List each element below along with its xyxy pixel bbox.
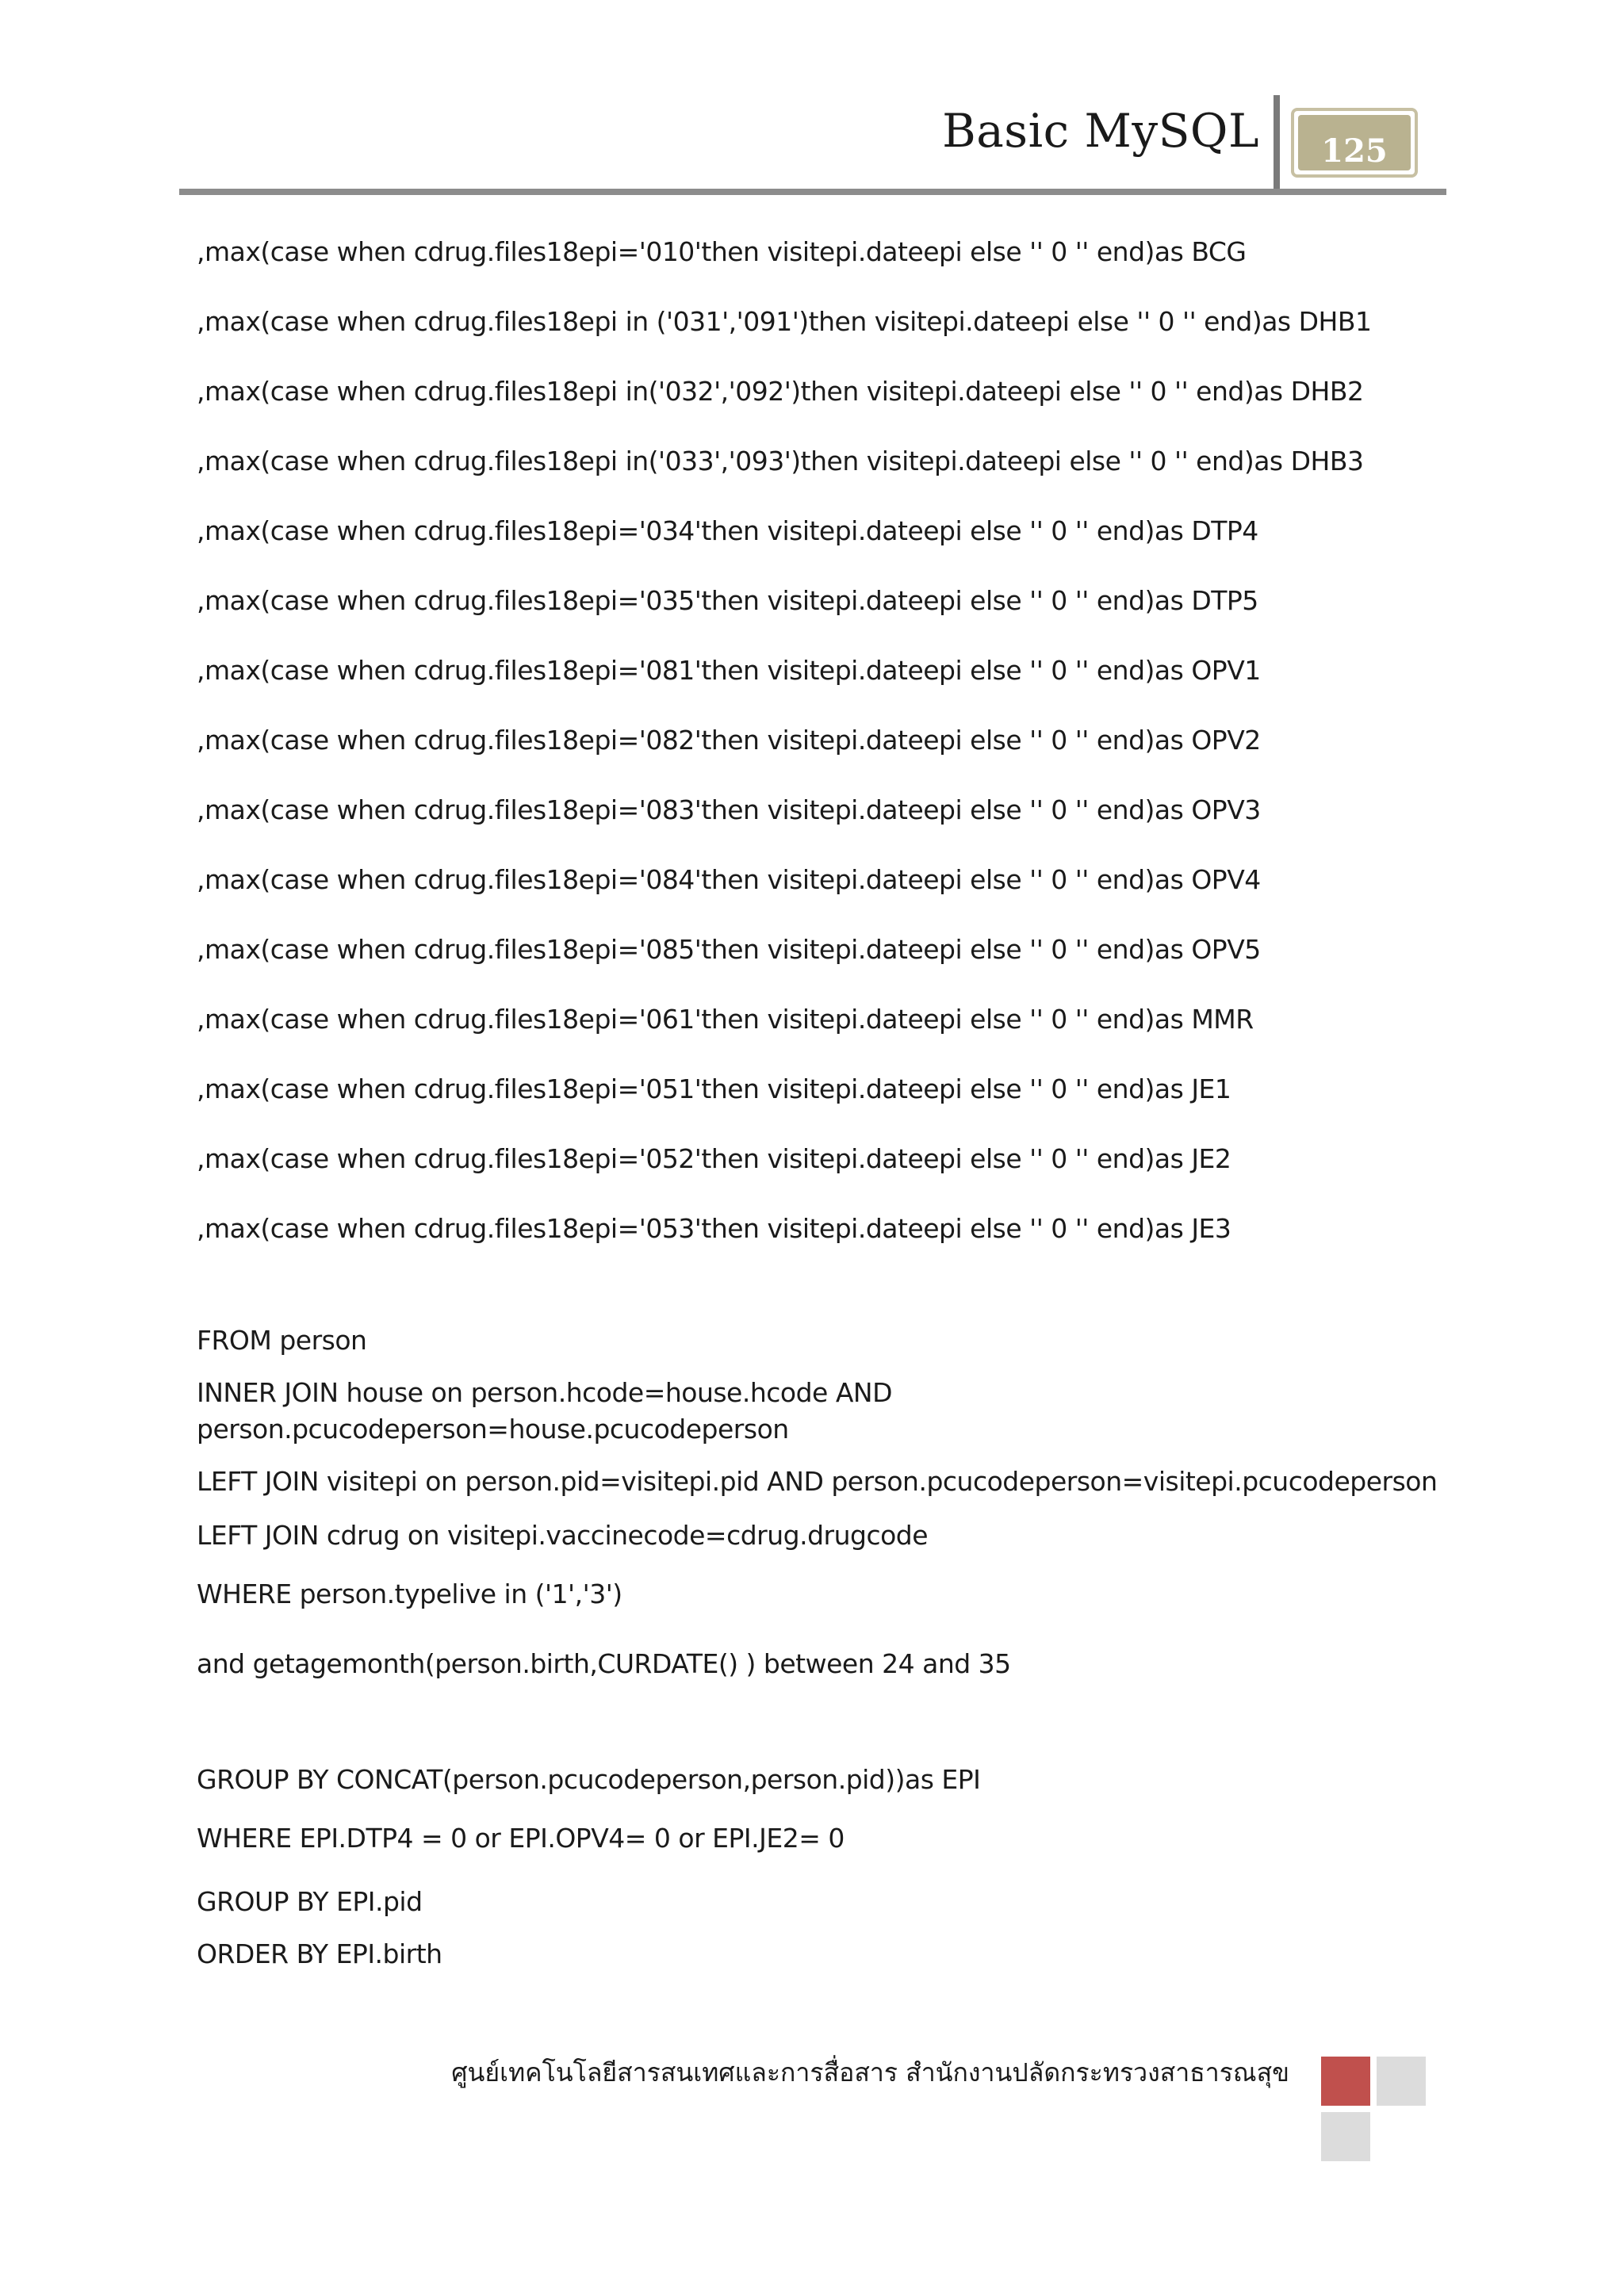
sql-line-dhb2: ,max(case when cdrug.files18epi in('032','092')then visitepi.dateepi else '' 0 '' end)as DHB2: [197, 376, 1364, 407]
sql-line-je1: ,max(case when cdrug.files18epi='051'then visitepi.dateepi else '' 0 '' end)as JE1: [197, 1073, 1231, 1104]
sql-where-epi-clause: WHERE EPI.DTP4 = 0 or EPI.OPV4= 0 or EPI.JE2= 0: [197, 1823, 845, 1854]
sql-group-by-concat-clause: GROUP BY CONCAT(person.pcucodeperson,person.pid))as EPI: [197, 1764, 981, 1795]
sql-where-typelive-clause: WHERE person.typelive in ('1','3'): [197, 1578, 622, 1609]
sql-line-opv5: ,max(case when cdrug.files18epi='085'then visitepi.dateepi else '' 0 '' end)as OPV5: [197, 934, 1261, 965]
sql-line-opv3: ,max(case when cdrug.files18epi='083'then visitepi.dateepi else '' 0 '' end)as OPV3: [197, 794, 1261, 825]
footer-deco-red-square: [1321, 2057, 1370, 2106]
sql-line-je2: ,max(case when cdrug.files18epi='052'then visitepi.dateepi else '' 0 '' end)as JE2: [197, 1143, 1231, 1174]
footer-decoration: [1321, 2057, 1426, 2161]
sql-left-join-cdrug-clause: LEFT JOIN cdrug on visitepi.vaccinecode=cdrug.drugcode: [197, 1520, 929, 1551]
sql-from-clause: FROM person: [197, 1325, 367, 1356]
page-number-badge-fill: [1298, 115, 1411, 170]
sql-line-dhb1: ,max(case when cdrug.files18epi in ('031','091')then visitepi.dateepi else '' 0 '' end)as DHB1: [197, 306, 1372, 337]
header-title: Basic MySQL: [942, 104, 1259, 158]
sql-left-join-visitepi-clause: LEFT JOIN visitepi on person.pid=visitepi.pid AND person.pcucodeperson=visitepi.pcucodeperson: [197, 1466, 1438, 1497]
sql-clauses-block: [197, 1322, 1438, 1984]
header-divider: [1274, 95, 1280, 190]
sql-select-list: [197, 235, 1434, 1281]
sql-order-by-clause: ORDER BY EPI.birth: [197, 1938, 442, 1969]
sql-line-mmr: ,max(case when cdrug.files18epi='061'then visitepi.dateepi else '' 0 '' end)as MMR: [197, 1004, 1254, 1035]
sql-inner-join-clause: INNER JOIN house on person.hcode=house.hcode AND person.pcucodeperson=house.pcucodeperson: [197, 1377, 893, 1445]
footer-deco-gray-square-right: [1377, 2057, 1426, 2106]
sql-line-opv1: ,max(case when cdrug.files18epi='081'then visitepi.dateepi else '' 0 '' end)as OPV1: [197, 655, 1261, 686]
sql-line-bcg: ,max(case when cdrug.files18epi='010'then visitepi.dateepi else '' 0 '' end)as BCG: [197, 236, 1247, 267]
header-rule: [179, 189, 1446, 195]
sql-line-dtp4: ,max(case when cdrug.files18epi='034'then visitepi.dateepi else '' 0 '' end)as DTP4: [197, 515, 1258, 546]
sql-group-by-pid-clause: GROUP BY EPI.pid: [197, 1886, 423, 1917]
sql-select-block: [197, 235, 1434, 1281]
sql-line-dhb3: ,max(case when cdrug.files18epi in('033','093')then visitepi.dateepi else '' 0 '' end)as DHB3: [197, 446, 1364, 476]
sql-line-opv2: ,max(case when cdrug.files18epi='082'then visitepi.dateepi else '' 0 '' end)as OPV2: [197, 725, 1261, 756]
sql-line-je3: ,max(case when cdrug.files18epi='053'then visitepi.dateepi else '' 0 '' end)as JE3: [197, 1213, 1231, 1244]
sql-line-dtp5: ,max(case when cdrug.files18epi='035'then visitepi.dateepi else '' 0 '' end)as DTP5: [197, 585, 1258, 616]
page-number-badge: [1291, 108, 1418, 178]
footer-deco-gray-square-bottom: [1321, 2112, 1370, 2161]
sql-and-getagemonth-clause: and getagemonth(person.birth,CURDATE() ) between 24 and 35: [197, 1648, 1011, 1679]
page-number: 125: [1321, 132, 1388, 170]
sql-line-opv4: ,max(case when cdrug.files18epi='084'then visitepi.dateepi else '' 0 '' end)as OPV4: [197, 864, 1261, 895]
footer-organization-text: ศูนย์เทคโนโลยีสารสนเทศและการสื่อสาร สำนักงานปลัดกระทรวงสาธารณสุข: [451, 2057, 1289, 2087]
